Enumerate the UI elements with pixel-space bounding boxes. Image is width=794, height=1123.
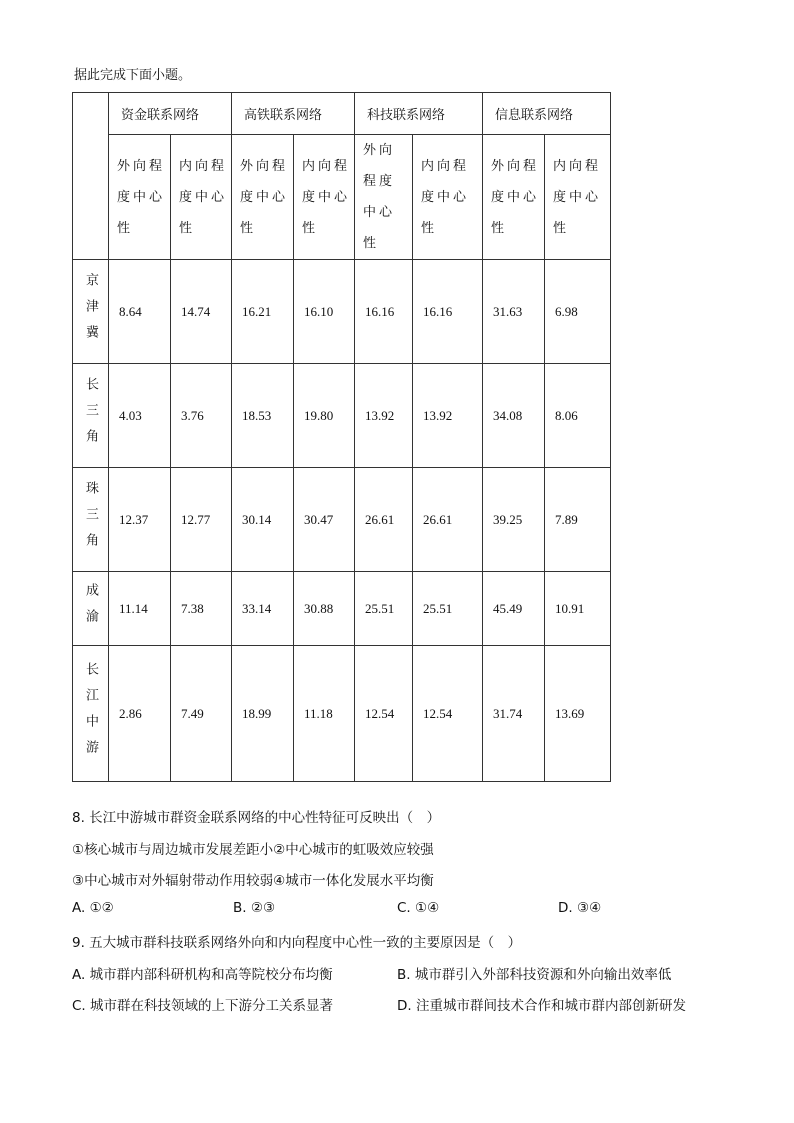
- value-cell: 12.54: [413, 646, 483, 782]
- region-label: 珠三角: [83, 480, 98, 559]
- value-cell: 7.38: [171, 572, 232, 646]
- value-cell: 33.14: [232, 572, 294, 646]
- q8-option-b[interactable]: B. ②③: [233, 900, 276, 916]
- q9-option-a[interactable]: A. 城市群内部科研机构和高等院校分布均衡: [72, 967, 333, 983]
- table-row: [73, 260, 611, 364]
- value-cell: 26.61: [413, 468, 483, 572]
- value-cell: 26.61: [355, 468, 413, 572]
- value-cell: 8.64: [109, 260, 171, 364]
- value-cell: 13.92: [413, 364, 483, 468]
- value-cell: 19.80: [294, 364, 355, 468]
- value-cell: 11.14: [109, 572, 171, 646]
- q9-option-c[interactable]: C. 城市群在科技领域的上下游分工关系显著: [72, 998, 334, 1014]
- sub-header: 内向程度中心性: [413, 135, 483, 260]
- sub-header: 外向程度中心性: [355, 135, 413, 260]
- q8-statements-2: ③中心城市对外辐射带动作用较弱④城市一体化发展水平均衡: [72, 873, 434, 889]
- value-cell: 8.06: [545, 364, 611, 468]
- value-cell: 16.16: [413, 260, 483, 364]
- value-cell: 30.88: [294, 572, 355, 646]
- sub-header: 内向程度中心性: [171, 135, 232, 260]
- q8-option-c[interactable]: C. ①④: [397, 900, 440, 916]
- value-cell: 14.74: [171, 260, 232, 364]
- value-cell: 7.89: [545, 468, 611, 572]
- value-cell: 2.86: [109, 646, 171, 782]
- group-header: 资金联系网络: [109, 93, 232, 135]
- centrality-table: [72, 92, 611, 782]
- q9-option-b[interactable]: B. 城市群引入外部科技资源和外向输出效率低: [397, 967, 672, 983]
- sub-header: 内向程度中心性: [294, 135, 355, 260]
- q8-stem: 8. 长江中游城市群资金联系网络的中心性特征可反映出（ ）: [72, 810, 441, 826]
- value-cell: 30.47: [294, 468, 355, 572]
- region-label: 长三角: [83, 376, 98, 455]
- table-row: [73, 364, 611, 468]
- sub-header: 外向程度中心性: [109, 135, 171, 260]
- group-header: 高铁联系网络: [232, 93, 355, 135]
- value-cell: 25.51: [355, 572, 413, 646]
- q8-statements-1: ①核心城市与周边城市发展差距小②中心城市的虹吸效应较强: [72, 842, 434, 858]
- table-row: [73, 572, 611, 646]
- value-cell: 4.03: [109, 364, 171, 468]
- corner-cell: [73, 93, 109, 260]
- value-cell: 7.49: [171, 646, 232, 782]
- sub-header: 外向程度中心性: [483, 135, 545, 260]
- value-cell: 16.21: [232, 260, 294, 364]
- q9-stem: 9. 五大城市群科技联系网络外向和内向程度中心性一致的主要原因是（ ）: [72, 935, 522, 951]
- q8-option-a[interactable]: A. ①②: [72, 900, 114, 916]
- table-row: [73, 646, 611, 782]
- region-label: 成渝: [83, 582, 98, 635]
- q8-option-d[interactable]: D. ③④: [558, 900, 602, 916]
- sub-header: 内向程度中心性: [545, 135, 611, 260]
- value-cell: 25.51: [413, 572, 483, 646]
- value-cell: 31.63: [483, 260, 545, 364]
- q9-option-d[interactable]: D. 注重城市群间技术合作和城市群内部创新研发: [397, 998, 686, 1014]
- value-cell: 31.74: [483, 646, 545, 782]
- value-cell: 12.37: [109, 468, 171, 572]
- value-cell: 13.92: [355, 364, 413, 468]
- value-cell: 13.69: [545, 646, 611, 782]
- value-cell: 18.99: [232, 646, 294, 782]
- value-cell: 16.16: [355, 260, 413, 364]
- sub-header: 外向程度中心性: [232, 135, 294, 260]
- value-cell: 34.08: [483, 364, 545, 468]
- intro-text: 据此完成下面小题。: [74, 68, 192, 83]
- value-cell: 39.25: [483, 468, 545, 572]
- table-row: [73, 468, 611, 572]
- value-cell: 18.53: [232, 364, 294, 468]
- region-label: 京津冀: [83, 272, 98, 351]
- group-header: 科技联系网络: [355, 93, 483, 135]
- region-label: 长江中游: [83, 661, 98, 766]
- value-cell: 10.91: [545, 572, 611, 646]
- value-cell: 11.18: [294, 646, 355, 782]
- value-cell: 16.10: [294, 260, 355, 364]
- group-header: 信息联系网络: [483, 93, 611, 135]
- value-cell: 6.98: [545, 260, 611, 364]
- value-cell: 45.49: [483, 572, 545, 646]
- value-cell: 30.14: [232, 468, 294, 572]
- value-cell: 12.54: [355, 646, 413, 782]
- value-cell: 3.76: [171, 364, 232, 468]
- value-cell: 12.77: [171, 468, 232, 572]
